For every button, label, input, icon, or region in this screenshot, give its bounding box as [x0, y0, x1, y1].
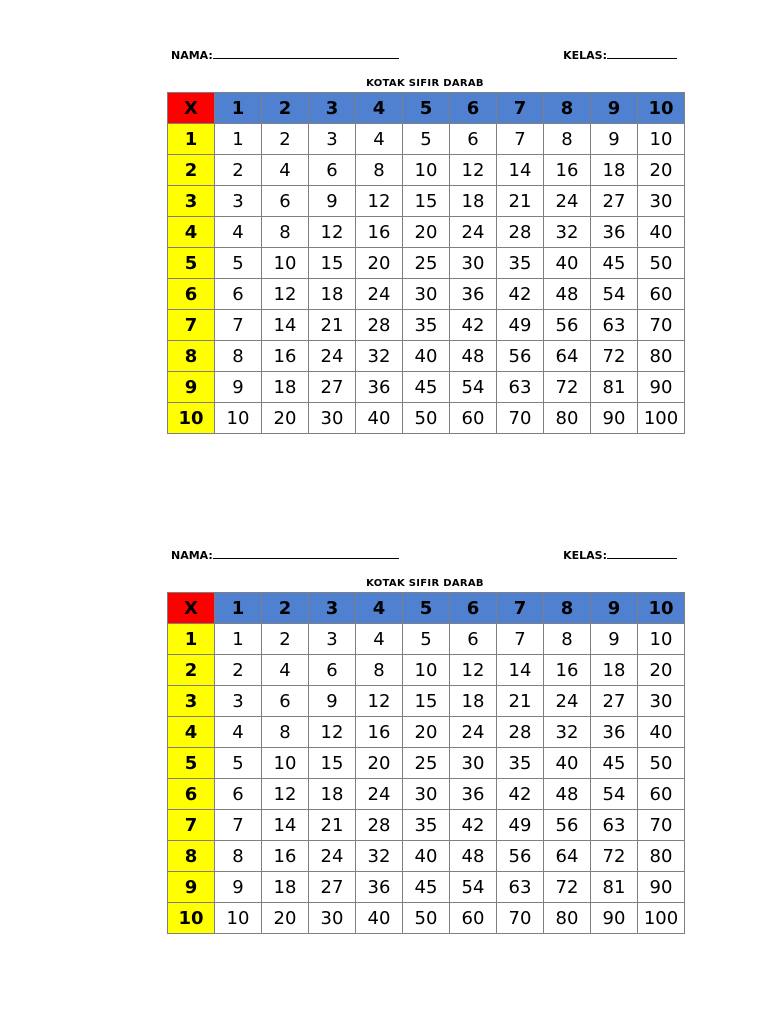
product-cell: 8: [215, 841, 262, 872]
product-cell: 24: [356, 279, 403, 310]
name-label: NAMA:: [171, 549, 213, 562]
product-cell: 12: [262, 779, 309, 810]
product-cell: 20: [356, 248, 403, 279]
product-cell: 16: [262, 341, 309, 372]
table-row: [168, 779, 685, 810]
product-cell: 8: [262, 217, 309, 248]
product-cell: 15: [309, 248, 356, 279]
product-cell: 18: [262, 872, 309, 903]
product-cell: 40: [638, 717, 685, 748]
product-cell: 5: [215, 748, 262, 779]
name-blank-line[interactable]: [213, 548, 399, 559]
column-header: 10: [638, 93, 685, 124]
product-cell: 16: [262, 841, 309, 872]
product-cell: 2: [215, 155, 262, 186]
product-cell: 20: [356, 748, 403, 779]
product-cell: 15: [403, 186, 450, 217]
column-header: 1: [215, 593, 262, 624]
row-header: 2: [168, 155, 215, 186]
product-cell: 12: [309, 217, 356, 248]
product-cell: 12: [450, 155, 497, 186]
product-cell: 90: [638, 372, 685, 403]
product-cell: 72: [591, 841, 638, 872]
product-cell: 42: [497, 779, 544, 810]
name-field[interactable]: [171, 48, 399, 62]
product-cell: 12: [356, 186, 403, 217]
product-cell: 70: [638, 310, 685, 341]
product-cell: 42: [450, 810, 497, 841]
product-cell: 45: [591, 248, 638, 279]
product-cell: 10: [262, 248, 309, 279]
product-cell: 9: [215, 372, 262, 403]
product-cell: 2: [215, 655, 262, 686]
product-cell: 9: [215, 872, 262, 903]
name-blank-line[interactable]: [213, 48, 399, 59]
product-cell: 27: [591, 686, 638, 717]
product-cell: 90: [591, 903, 638, 934]
product-cell: 36: [450, 779, 497, 810]
product-cell: 100: [638, 403, 685, 434]
table-row: [168, 217, 685, 248]
product-cell: 60: [450, 403, 497, 434]
product-cell: 27: [309, 872, 356, 903]
column-header: 8: [544, 593, 591, 624]
row-header: 3: [168, 686, 215, 717]
product-cell: 18: [309, 779, 356, 810]
class-blank-line[interactable]: [607, 548, 677, 559]
product-cell: 18: [591, 655, 638, 686]
column-header: 4: [356, 593, 403, 624]
corner-cell: X: [168, 593, 215, 624]
table-row: [168, 841, 685, 872]
header-fields: [167, 546, 683, 566]
product-cell: 7: [215, 310, 262, 341]
row-header: 4: [168, 717, 215, 748]
row-header: 10: [168, 403, 215, 434]
product-cell: 14: [262, 810, 309, 841]
product-cell: 64: [544, 841, 591, 872]
product-cell: 2: [262, 624, 309, 655]
product-cell: 14: [262, 310, 309, 341]
row-header: 1: [168, 624, 215, 655]
product-cell: 36: [591, 717, 638, 748]
product-cell: 5: [403, 624, 450, 655]
product-cell: 70: [497, 403, 544, 434]
product-cell: 30: [309, 903, 356, 934]
table-row: [168, 248, 685, 279]
product-cell: 20: [638, 655, 685, 686]
row-header: 8: [168, 841, 215, 872]
product-cell: 54: [591, 279, 638, 310]
column-header: 3: [309, 593, 356, 624]
product-cell: 8: [356, 655, 403, 686]
product-cell: 3: [309, 624, 356, 655]
product-cell: 70: [638, 810, 685, 841]
table-row: [168, 403, 685, 434]
column-header: 10: [638, 593, 685, 624]
multiplication-table: [167, 92, 685, 434]
product-cell: 28: [497, 217, 544, 248]
product-cell: 32: [544, 717, 591, 748]
product-cell: 81: [591, 372, 638, 403]
product-cell: 32: [544, 217, 591, 248]
product-cell: 81: [591, 872, 638, 903]
table-title: KOTAK SIFIR DARAB: [366, 578, 484, 589]
product-cell: 21: [309, 310, 356, 341]
product-cell: 24: [450, 217, 497, 248]
product-cell: 27: [591, 186, 638, 217]
table-row: [168, 372, 685, 403]
product-cell: 5: [403, 124, 450, 155]
table-row: [168, 903, 685, 934]
column-header: 7: [497, 93, 544, 124]
product-cell: 56: [544, 310, 591, 341]
product-cell: 35: [403, 810, 450, 841]
worksheet-1: [167, 46, 683, 434]
product-cell: 54: [450, 372, 497, 403]
product-cell: 56: [497, 341, 544, 372]
product-cell: 6: [262, 686, 309, 717]
product-cell: 16: [356, 217, 403, 248]
product-cell: 60: [638, 279, 685, 310]
column-header: 9: [591, 593, 638, 624]
product-cell: 8: [215, 341, 262, 372]
product-cell: 90: [638, 872, 685, 903]
product-cell: 16: [544, 655, 591, 686]
product-cell: 24: [309, 341, 356, 372]
table-row: [168, 717, 685, 748]
column-header: 1: [215, 93, 262, 124]
row-header: 7: [168, 310, 215, 341]
product-cell: 1: [215, 624, 262, 655]
product-cell: 30: [403, 279, 450, 310]
product-cell: 15: [309, 748, 356, 779]
class-label: KELAS:: [563, 549, 607, 562]
product-cell: 45: [403, 372, 450, 403]
product-cell: 9: [309, 186, 356, 217]
product-cell: 20: [403, 717, 450, 748]
product-cell: 16: [544, 155, 591, 186]
product-cell: 48: [450, 841, 497, 872]
product-cell: 10: [638, 624, 685, 655]
column-header: 7: [497, 593, 544, 624]
product-cell: 10: [215, 903, 262, 934]
table-row: [168, 310, 685, 341]
table-row: [168, 155, 685, 186]
product-cell: 35: [497, 748, 544, 779]
table-row: [168, 686, 685, 717]
column-header: 9: [591, 93, 638, 124]
product-cell: 35: [403, 310, 450, 341]
class-blank-line[interactable]: [607, 48, 677, 59]
product-cell: 10: [262, 748, 309, 779]
product-cell: 50: [403, 403, 450, 434]
table-row: [168, 341, 685, 372]
table-row: [168, 872, 685, 903]
product-cell: 1: [215, 124, 262, 155]
product-cell: 25: [403, 248, 450, 279]
column-header: 5: [403, 93, 450, 124]
product-cell: 12: [309, 717, 356, 748]
product-cell: 10: [215, 403, 262, 434]
product-cell: 4: [215, 717, 262, 748]
product-cell: 36: [356, 372, 403, 403]
product-cell: 14: [497, 655, 544, 686]
row-header: 5: [168, 248, 215, 279]
product-cell: 24: [309, 841, 356, 872]
product-cell: 80: [544, 903, 591, 934]
product-cell: 20: [403, 217, 450, 248]
product-cell: 27: [309, 372, 356, 403]
product-cell: 64: [544, 341, 591, 372]
class-field[interactable]: [563, 548, 677, 562]
product-cell: 45: [403, 872, 450, 903]
table-row: [168, 655, 685, 686]
product-cell: 63: [497, 872, 544, 903]
product-cell: 54: [450, 872, 497, 903]
product-cell: 8: [356, 155, 403, 186]
table-row: [168, 186, 685, 217]
multiplication-table: [167, 592, 685, 934]
product-cell: 9: [591, 124, 638, 155]
product-cell: 6: [450, 624, 497, 655]
product-cell: 30: [403, 779, 450, 810]
class-field[interactable]: [563, 48, 677, 62]
table-row: [168, 279, 685, 310]
product-cell: 4: [356, 124, 403, 155]
column-header: 4: [356, 93, 403, 124]
row-header: 2: [168, 655, 215, 686]
product-cell: 63: [497, 372, 544, 403]
product-cell: 9: [309, 686, 356, 717]
product-cell: 16: [356, 717, 403, 748]
product-cell: 20: [638, 155, 685, 186]
product-cell: 50: [638, 748, 685, 779]
product-cell: 28: [497, 717, 544, 748]
product-cell: 24: [450, 717, 497, 748]
column-header: 3: [309, 93, 356, 124]
product-cell: 35: [497, 248, 544, 279]
table-header-row: [168, 593, 685, 624]
product-cell: 63: [591, 810, 638, 841]
product-cell: 18: [309, 279, 356, 310]
product-cell: 42: [450, 310, 497, 341]
product-cell: 6: [450, 124, 497, 155]
table-title: KOTAK SIFIR DARAB: [366, 78, 484, 89]
product-cell: 28: [356, 810, 403, 841]
product-cell: 6: [262, 186, 309, 217]
name-field[interactable]: [171, 548, 399, 562]
product-cell: 30: [638, 186, 685, 217]
product-cell: 42: [497, 279, 544, 310]
product-cell: 10: [403, 655, 450, 686]
product-cell: 56: [544, 810, 591, 841]
product-cell: 6: [215, 779, 262, 810]
product-cell: 30: [450, 248, 497, 279]
product-cell: 14: [497, 155, 544, 186]
product-cell: 30: [309, 403, 356, 434]
row-header: 9: [168, 872, 215, 903]
product-cell: 8: [262, 717, 309, 748]
table-row: [168, 624, 685, 655]
product-cell: 7: [497, 124, 544, 155]
product-cell: 24: [356, 779, 403, 810]
product-cell: 25: [403, 748, 450, 779]
column-header: 6: [450, 593, 497, 624]
product-cell: 80: [544, 403, 591, 434]
column-header: 8: [544, 93, 591, 124]
table-row: [168, 810, 685, 841]
product-cell: 5: [215, 248, 262, 279]
product-cell: 4: [262, 155, 309, 186]
product-cell: 80: [638, 841, 685, 872]
product-cell: 7: [497, 624, 544, 655]
product-cell: 72: [591, 341, 638, 372]
product-cell: 21: [497, 186, 544, 217]
product-cell: 54: [591, 779, 638, 810]
column-header: 2: [262, 93, 309, 124]
product-cell: 45: [591, 748, 638, 779]
product-cell: 24: [544, 186, 591, 217]
product-cell: 72: [544, 872, 591, 903]
product-cell: 18: [262, 372, 309, 403]
product-cell: 60: [450, 903, 497, 934]
row-header: 6: [168, 279, 215, 310]
product-cell: 40: [356, 403, 403, 434]
product-cell: 48: [450, 341, 497, 372]
product-cell: 24: [544, 686, 591, 717]
product-cell: 21: [309, 810, 356, 841]
product-cell: 30: [450, 748, 497, 779]
worksheet-2: [167, 546, 683, 934]
table-row: [168, 124, 685, 155]
table-row: [168, 748, 685, 779]
product-cell: 90: [591, 403, 638, 434]
column-header: 6: [450, 93, 497, 124]
product-cell: 36: [591, 217, 638, 248]
header-fields: [167, 46, 683, 66]
product-cell: 49: [497, 810, 544, 841]
product-cell: 18: [450, 186, 497, 217]
product-cell: 20: [262, 903, 309, 934]
product-cell: 6: [309, 155, 356, 186]
product-cell: 6: [309, 655, 356, 686]
row-header: 1: [168, 124, 215, 155]
class-label: KELAS:: [563, 49, 607, 62]
product-cell: 36: [356, 872, 403, 903]
product-cell: 7: [215, 810, 262, 841]
product-cell: 48: [544, 779, 591, 810]
row-header: 9: [168, 372, 215, 403]
product-cell: 48: [544, 279, 591, 310]
table-header-row: [168, 93, 685, 124]
product-cell: 12: [356, 686, 403, 717]
product-cell: 30: [638, 686, 685, 717]
product-cell: 3: [215, 186, 262, 217]
product-cell: 20: [262, 403, 309, 434]
product-cell: 12: [262, 279, 309, 310]
name-label: NAMA:: [171, 49, 213, 62]
product-cell: 56: [497, 841, 544, 872]
row-header: 6: [168, 779, 215, 810]
product-cell: 9: [591, 624, 638, 655]
product-cell: 10: [403, 155, 450, 186]
product-cell: 49: [497, 310, 544, 341]
product-cell: 40: [403, 841, 450, 872]
product-cell: 40: [544, 248, 591, 279]
product-cell: 40: [403, 341, 450, 372]
row-header: 8: [168, 341, 215, 372]
row-header: 3: [168, 186, 215, 217]
row-header: 4: [168, 217, 215, 248]
product-cell: 36: [450, 279, 497, 310]
product-cell: 6: [215, 279, 262, 310]
product-cell: 28: [356, 310, 403, 341]
product-cell: 4: [356, 624, 403, 655]
product-cell: 80: [638, 341, 685, 372]
product-cell: 50: [403, 903, 450, 934]
product-cell: 12: [450, 655, 497, 686]
row-header: 5: [168, 748, 215, 779]
product-cell: 2: [262, 124, 309, 155]
product-cell: 3: [215, 686, 262, 717]
product-cell: 40: [638, 217, 685, 248]
product-cell: 40: [356, 903, 403, 934]
product-cell: 3: [309, 124, 356, 155]
product-cell: 21: [497, 686, 544, 717]
product-cell: 8: [544, 124, 591, 155]
product-cell: 40: [544, 748, 591, 779]
product-cell: 32: [356, 341, 403, 372]
product-cell: 32: [356, 841, 403, 872]
product-cell: 4: [215, 217, 262, 248]
product-cell: 70: [497, 903, 544, 934]
product-cell: 18: [591, 155, 638, 186]
column-header: 5: [403, 593, 450, 624]
product-cell: 72: [544, 372, 591, 403]
product-cell: 63: [591, 310, 638, 341]
row-header: 7: [168, 810, 215, 841]
row-header: 10: [168, 903, 215, 934]
corner-cell: X: [168, 93, 215, 124]
product-cell: 60: [638, 779, 685, 810]
product-cell: 100: [638, 903, 685, 934]
product-cell: 10: [638, 124, 685, 155]
column-header: 2: [262, 593, 309, 624]
product-cell: 18: [450, 686, 497, 717]
product-cell: 8: [544, 624, 591, 655]
product-cell: 4: [262, 655, 309, 686]
product-cell: 50: [638, 248, 685, 279]
product-cell: 15: [403, 686, 450, 717]
